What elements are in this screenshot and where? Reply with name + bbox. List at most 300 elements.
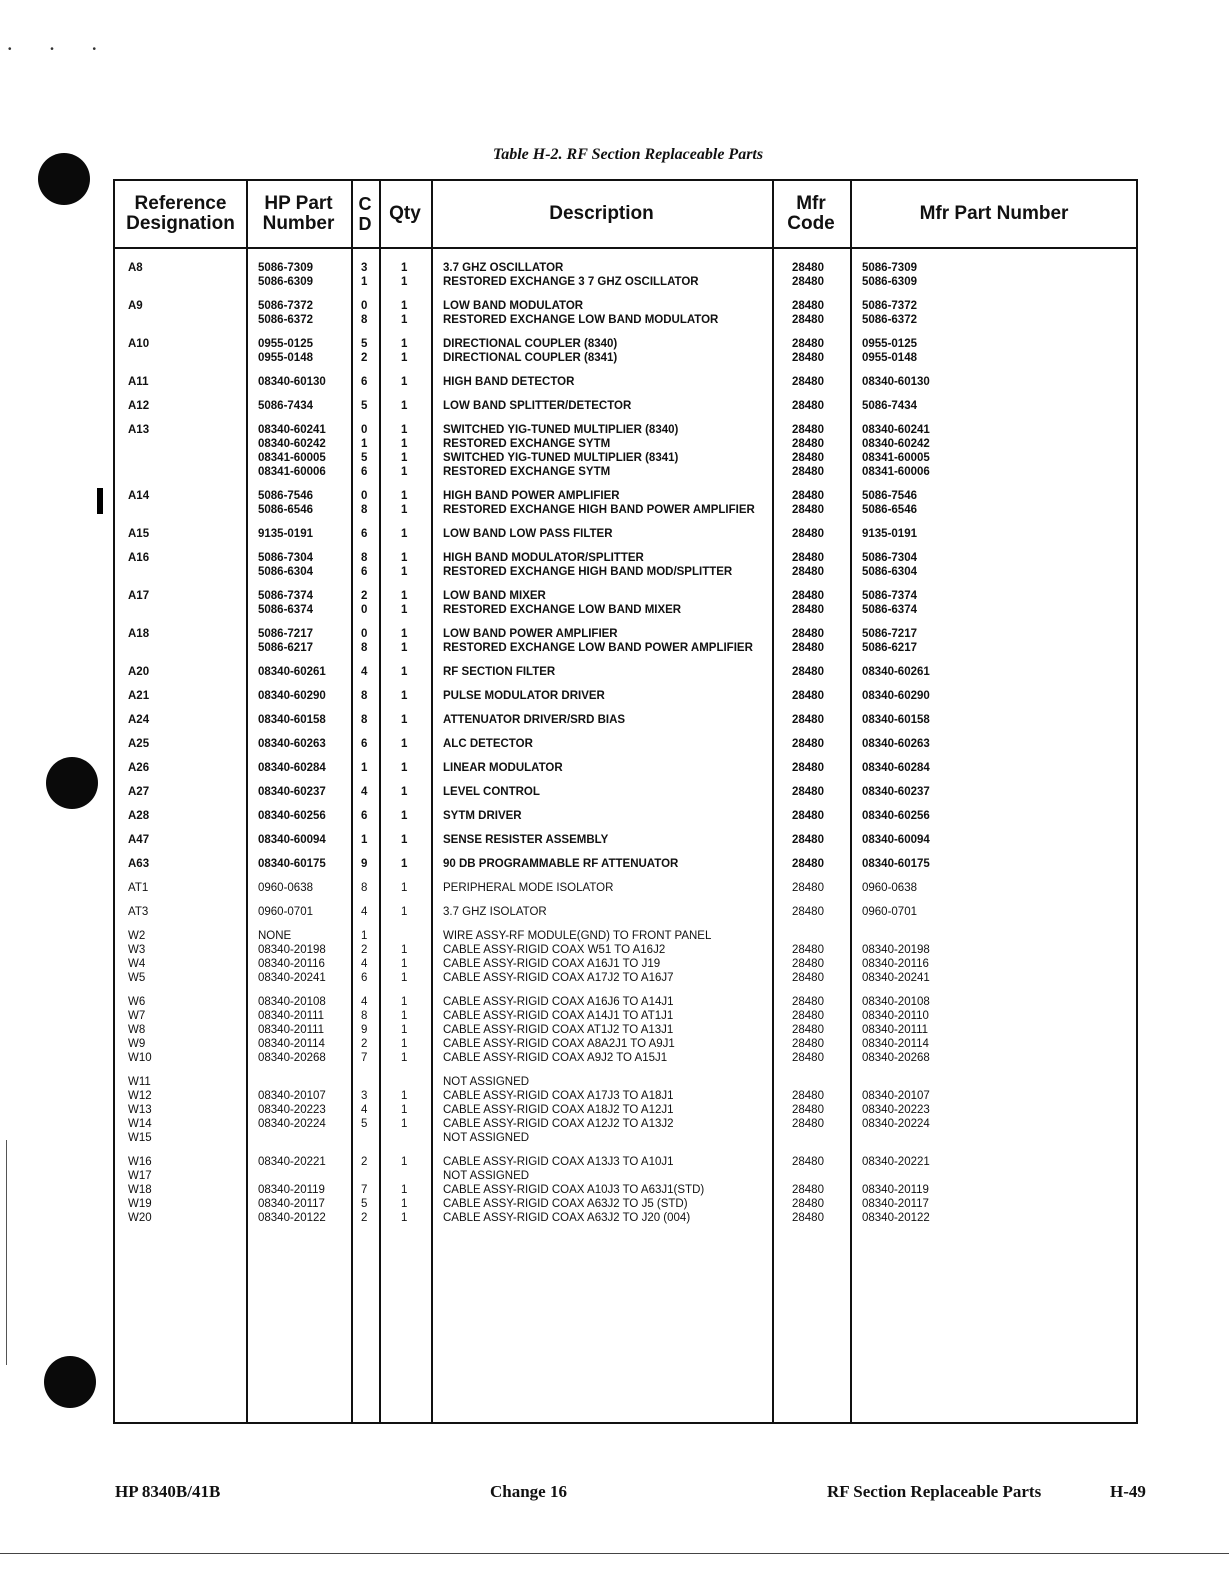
mfr-code-cell: 28480	[792, 1052, 824, 1064]
check-digit-cell: 6	[361, 810, 368, 822]
description-cell: CABLE ASSY-RIGID COAX AT1J2 TO A13J1	[443, 1024, 674, 1036]
reference-designation-cell: A63	[128, 858, 150, 870]
table-row	[115, 713, 1136, 727]
mfr-part-number-cell: 08340-60175	[862, 858, 930, 870]
description-cell: CABLE ASSY-RIGID COAX A17J2 TO A16J7	[443, 972, 674, 984]
check-digit-cell: 2	[361, 590, 368, 602]
mfr-part-number-cell: 5086-7217	[862, 628, 917, 640]
hp-part-number-cell: 0955-0125	[258, 338, 313, 350]
description-cell: LOW BAND MODULATOR	[443, 300, 584, 312]
table-row	[115, 857, 1136, 871]
mfr-code-cell: 28480	[792, 1156, 824, 1168]
table-row	[115, 1211, 1136, 1225]
parts-group	[115, 627, 1136, 655]
mfr-part-number-cell: 5086-7304	[862, 552, 917, 564]
mfr-part-number-cell: 5086-7546	[862, 490, 917, 502]
hp-part-number-cell: 5086-6309	[258, 276, 313, 288]
mfr-code-cell: 28480	[792, 786, 824, 798]
description-cell: CABLE ASSY-RIGID COAX A8A2J1 TO A9J1	[443, 1038, 675, 1050]
table-title: Table H-2. RF Section Replaceable Parts	[492, 146, 764, 163]
hp-part-number-cell: 08340-60241	[258, 424, 326, 436]
description-cell: CABLE ASSY-RIGID COAX A10J3 TO A63J1(STD)	[443, 1184, 705, 1196]
mfr-code-cell: 28480	[792, 944, 824, 956]
mfr-part-number-cell: 08340-20119	[862, 1184, 929, 1196]
description-cell: 3.7 GHZ OSCILLATOR	[443, 262, 564, 274]
mfr-part-number-cell: 5086-6546	[862, 504, 917, 516]
hp-part-number-cell: 08340-20111	[258, 1024, 325, 1036]
quantity-cell: 1	[401, 1212, 408, 1224]
reference-designation-cell: W15	[128, 1132, 152, 1144]
quantity-cell: 1	[401, 944, 408, 956]
mfr-code-cell: 28480	[792, 452, 824, 464]
description-cell: PULSE MODULATOR DRIVER	[443, 690, 605, 702]
check-digit-cell: 6	[361, 566, 368, 578]
hp-part-number-cell: 0960-0701	[258, 906, 313, 918]
description-cell: SENSE RESISTER ASSEMBLY	[443, 834, 609, 846]
check-digit-cell: 2	[361, 1212, 368, 1224]
table-row	[115, 437, 1136, 451]
check-digit-cell: 5	[361, 452, 368, 464]
change-bar	[97, 488, 103, 514]
check-digit-cell: 0	[361, 424, 368, 436]
hp-part-number-cell: 5086-7217	[258, 628, 313, 640]
mfr-code-cell: 28480	[792, 590, 824, 602]
reference-designation-cell: W4	[128, 958, 146, 970]
quantity-cell: 1	[401, 352, 408, 364]
hp-part-number-cell: 08340-20122	[258, 1212, 326, 1224]
hp-part-number-cell: 08340-20268	[258, 1052, 326, 1064]
mfr-code-cell: 28480	[792, 566, 824, 578]
mfr-part-number-cell: 0955-0125	[862, 338, 917, 350]
hp-part-number-cell: 08340-20108	[258, 996, 326, 1008]
mfr-code-cell: 28480	[792, 1024, 824, 1036]
description-cell: CABLE ASSY-RIGID COAX A16J1 TO J19	[443, 958, 661, 970]
quantity-cell: 1	[401, 690, 408, 702]
parts-group	[115, 551, 1136, 579]
binder-hole-bottom	[44, 1356, 96, 1408]
reference-designation-cell: A20	[128, 666, 150, 678]
check-digit-cell: 8	[361, 882, 368, 894]
check-digit-cell: 4	[361, 958, 368, 970]
description-cell: RESTORED EXCHANGE LOW BAND MIXER	[443, 604, 682, 616]
quantity-cell: 1	[401, 376, 408, 388]
quantity-cell: 1	[401, 552, 408, 564]
mfr-code-cell: 28480	[792, 276, 824, 288]
mfr-part-number-cell: 08340-20116	[862, 958, 929, 970]
check-digit-cell: 1	[361, 276, 368, 288]
table-row	[115, 451, 1136, 465]
check-digit-cell: 4	[361, 786, 368, 798]
description-cell: RESTORED EXCHANGE SYTM	[443, 466, 611, 478]
check-digit-cell: 2	[361, 944, 368, 956]
footer-page-number: H-49	[1110, 1482, 1146, 1501]
mfr-code-cell: 28480	[792, 642, 824, 654]
description-cell: LEVEL CONTROL	[443, 786, 540, 798]
parts-group	[115, 423, 1136, 479]
quantity-cell: 1	[401, 762, 408, 774]
check-digit-cell: 1	[361, 834, 368, 846]
mfr-part-number-cell: 08340-20111	[862, 1024, 929, 1036]
table-row	[115, 1169, 1136, 1183]
description-cell: 90 DB PROGRAMMABLE RF ATTENUATOR	[443, 858, 679, 870]
check-digit-cell: 4	[361, 1104, 368, 1116]
check-digit-cell: 7	[361, 1184, 368, 1196]
description-cell: NOT ASSIGNED	[443, 1132, 530, 1144]
quantity-cell: 1	[401, 300, 408, 312]
quantity-cell: 1	[401, 786, 408, 798]
description-cell: HIGH BAND POWER AMPLIFIER	[443, 490, 620, 502]
reference-designation-cell: A27	[128, 786, 150, 798]
description-cell: CABLE ASSY-RIGID COAX A18J2 TO A12J1	[443, 1104, 674, 1116]
table-row	[115, 423, 1136, 437]
reference-designation-cell: W11	[128, 1076, 151, 1088]
parts-group	[115, 337, 1136, 365]
table-row	[115, 995, 1136, 1009]
quantity-cell: 1	[401, 1010, 408, 1022]
quantity-cell: 1	[401, 834, 408, 846]
check-digit-cell: 8	[361, 504, 368, 516]
description-cell: LOW BAND LOW PASS FILTER	[443, 528, 613, 540]
quantity-cell: 1	[401, 882, 408, 894]
description-cell: CABLE ASSY-RIGID COAX A63J2 TO J5 (STD)	[443, 1198, 688, 1210]
table-row	[115, 833, 1136, 847]
hp-part-number-cell: 5086-6217	[258, 642, 313, 654]
description-cell: NOT ASSIGNED	[443, 1170, 530, 1182]
hp-part-number-cell: 5086-7374	[258, 590, 313, 602]
quantity-cell: 1	[401, 504, 408, 516]
mfr-code-cell: 28480	[792, 810, 824, 822]
description-cell: DIRECTIONAL COUPLER (8341)	[443, 352, 618, 364]
quantity-cell: 1	[401, 1052, 408, 1064]
quantity-cell: 1	[401, 1038, 408, 1050]
hp-part-number-cell: 08340-20198	[258, 944, 326, 956]
reference-designation-cell: W2	[128, 930, 146, 942]
description-cell: LINEAR MODULATOR	[443, 762, 563, 774]
mfr-code-cell: 28480	[792, 906, 824, 918]
table-row	[115, 1037, 1136, 1051]
description-cell: 3.7 GHZ ISOLATOR	[443, 906, 547, 918]
table-row	[115, 299, 1136, 313]
description-cell: SWITCHED YIG-TUNED MULTIPLIER (8341)	[443, 452, 679, 464]
mfr-code-cell: 28480	[792, 996, 824, 1008]
mfr-code-cell: 28480	[792, 666, 824, 678]
check-digit-cell: 5	[361, 1118, 368, 1130]
mfr-part-number-cell: 5086-7434	[862, 400, 917, 412]
check-digit-cell: 0	[361, 628, 368, 640]
hp-part-number-cell: 08340-60237	[258, 786, 326, 798]
description-cell: RESTORED EXCHANGE HIGH BAND MOD/SPLITTER	[443, 566, 733, 578]
table-row	[115, 275, 1136, 289]
table-row	[115, 881, 1136, 895]
check-digit-cell: 3	[361, 1090, 368, 1102]
table-row	[115, 1009, 1136, 1023]
mfr-part-number-cell: 5086-6374	[862, 604, 917, 616]
table-row	[115, 527, 1136, 541]
description-cell: RESTORED EXCHANGE HIGH BAND POWER AMPLIFIER	[443, 504, 755, 516]
check-digit-cell: 3	[361, 262, 368, 274]
quantity-cell: 1	[401, 452, 408, 464]
quantity-cell: 1	[401, 590, 408, 602]
quantity-cell: 1	[401, 996, 408, 1008]
table-row	[115, 1155, 1136, 1169]
mfr-part-number-cell: 08340-20241	[862, 972, 930, 984]
check-digit-cell: 5	[361, 1198, 368, 1210]
footer-change: Change 16	[490, 1482, 567, 1501]
mfr-part-number-cell: 08340-20107	[862, 1090, 930, 1102]
quantity-cell: 1	[401, 490, 408, 502]
mfr-part-number-cell: 5086-6309	[862, 276, 917, 288]
hp-part-number-cell: 5086-6546	[258, 504, 313, 516]
description-cell: CABLE ASSY-RIGID COAX W51 TO A16J2	[443, 944, 666, 956]
hp-part-number-cell: 08340-20107	[258, 1090, 326, 1102]
check-digit-cell: 0	[361, 604, 368, 616]
hp-part-number-cell: 08340-20119	[258, 1184, 325, 1196]
mfr-code-cell: 28480	[792, 424, 824, 436]
check-digit-cell: 2	[361, 1156, 368, 1168]
mfr-part-number-cell: 0960-0701	[862, 906, 917, 918]
mfr-code-cell: 28480	[792, 1090, 824, 1102]
quantity-cell: 1	[401, 528, 408, 540]
parts-group	[115, 527, 1136, 541]
mfr-code-cell: 28480	[792, 1104, 824, 1116]
mfr-code-cell: 28480	[792, 466, 824, 478]
mfr-code-cell: 28480	[792, 376, 824, 388]
reference-designation-cell: W6	[128, 996, 146, 1008]
mfr-part-number-cell: 5086-7372	[862, 300, 917, 312]
table-row	[115, 261, 1136, 275]
parts-group	[115, 689, 1136, 703]
mfr-part-number-cell: 08340-20117	[862, 1198, 929, 1210]
hp-part-number-cell: 5086-6372	[258, 314, 313, 326]
description-cell: CABLE ASSY-RIGID COAX A12J2 TO A13J2	[443, 1118, 674, 1130]
description-cell: HIGH BAND DETECTOR	[443, 376, 575, 388]
quantity-cell: 1	[401, 906, 408, 918]
reference-designation-cell: W10	[128, 1052, 152, 1064]
quantity-cell: 1	[401, 400, 408, 412]
reference-designation-cell: W20	[128, 1212, 152, 1224]
mfr-part-number-cell: 5086-6217	[862, 642, 917, 654]
check-digit-cell: 4	[361, 996, 368, 1008]
table-row	[115, 565, 1136, 579]
check-digit-cell: 0	[361, 300, 368, 312]
hp-part-number-cell: 08340-20114	[258, 1038, 325, 1050]
check-digit-cell: 8	[361, 552, 368, 564]
table-row	[115, 1117, 1136, 1131]
reference-designation-cell: A24	[128, 714, 150, 726]
check-digit-cell: 4	[361, 666, 368, 678]
mfr-part-number-cell: 0955-0148	[862, 352, 917, 364]
quantity-cell: 1	[401, 276, 408, 288]
mfr-part-number-cell: 08340-60237	[862, 786, 930, 798]
description-cell: DIRECTIONAL COUPLER (8340)	[443, 338, 618, 350]
mfr-part-number-cell: 9135-0191	[862, 528, 917, 540]
quantity-cell: 1	[401, 1024, 408, 1036]
parts-group	[115, 995, 1136, 1065]
reference-designation-cell: W8	[128, 1024, 146, 1036]
mfr-code-cell: 28480	[792, 738, 824, 750]
hp-part-number-cell: NONE	[258, 930, 292, 942]
check-digit-cell: 8	[361, 690, 368, 702]
check-digit-cell: 6	[361, 466, 368, 478]
mfr-code-cell: 28480	[792, 1212, 824, 1224]
bottom-rule	[0, 1553, 1229, 1554]
parts-group	[115, 713, 1136, 727]
header-cd: C D	[358, 194, 372, 234]
reference-designation-cell: A47	[128, 834, 150, 846]
mfr-part-number-cell: 08340-60130	[862, 376, 930, 388]
check-digit-cell: 0	[361, 490, 368, 502]
mfr-part-number-cell: 08340-20224	[862, 1118, 930, 1130]
header-reference-designation: Reference Designation	[126, 193, 235, 234]
parts-group	[115, 809, 1136, 823]
mfr-code-cell: 28480	[792, 1118, 824, 1130]
reference-designation-cell: A15	[128, 528, 150, 540]
table-row	[115, 313, 1136, 327]
mfr-part-number-cell: 08340-60290	[862, 690, 930, 702]
reference-designation-cell: A8	[128, 262, 143, 274]
parts-group	[115, 665, 1136, 679]
hp-part-number-cell: 08340-60130	[258, 376, 326, 388]
hp-part-number-cell: 08340-20221	[258, 1156, 326, 1168]
check-digit-cell: 2	[361, 352, 368, 364]
parts-group	[115, 489, 1136, 517]
table-row	[115, 809, 1136, 823]
mfr-code-cell: 28480	[792, 762, 824, 774]
check-digit-cell: 6	[361, 972, 368, 984]
parts-group	[115, 1155, 1136, 1225]
mfr-code-cell: 28480	[792, 628, 824, 640]
parts-group	[115, 399, 1136, 413]
description-cell: HIGH BAND MODULATOR/SPLITTER	[443, 552, 644, 564]
mfr-part-number-cell: 08340-60241	[862, 424, 930, 436]
mfr-part-number-cell: 08340-20108	[862, 996, 930, 1008]
description-cell: ATTENUATOR DRIVER/SRD BIAS	[443, 714, 626, 726]
hp-part-number-cell: 08340-60290	[258, 690, 326, 702]
parts-group	[115, 857, 1136, 871]
table-row	[115, 489, 1136, 503]
table-row	[115, 1089, 1136, 1103]
quantity-cell: 1	[401, 1184, 408, 1196]
mfr-part-number-cell: 5086-6304	[862, 566, 917, 578]
parts-group	[115, 299, 1136, 327]
mfr-part-number-cell: 5086-7374	[862, 590, 917, 602]
reference-designation-cell: W5	[128, 972, 146, 984]
table-row	[115, 785, 1136, 799]
table-row	[115, 689, 1136, 703]
description-cell: ALC DETECTOR	[443, 738, 533, 750]
table-row	[115, 737, 1136, 751]
check-digit-cell: 8	[361, 1010, 368, 1022]
check-digit-cell: 4	[361, 906, 368, 918]
quantity-cell: 1	[401, 972, 408, 984]
quantity-cell: 1	[401, 424, 408, 436]
mfr-code-cell: 28480	[792, 314, 824, 326]
mfr-code-cell: 28480	[792, 958, 824, 970]
hp-part-number-cell: 5086-7309	[258, 262, 313, 274]
table-row	[115, 905, 1136, 919]
table-row	[115, 551, 1136, 565]
mfr-code-cell: 28480	[792, 490, 824, 502]
mfr-part-number-cell: 08340-20221	[862, 1156, 930, 1168]
check-digit-cell: 1	[361, 930, 368, 942]
check-digit-cell: 8	[361, 642, 368, 654]
check-digit-cell: 6	[361, 528, 368, 540]
mfr-code-cell: 28480	[792, 352, 824, 364]
mfr-part-number-cell: 08340-60158	[862, 714, 930, 726]
check-digit-cell: 6	[361, 376, 368, 388]
table-row	[115, 1075, 1136, 1089]
description-cell: SWITCHED YIG-TUNED MULTIPLIER (8340)	[443, 424, 679, 436]
table-row	[115, 943, 1136, 957]
table-row	[115, 337, 1136, 351]
hp-part-number-cell: 5086-6304	[258, 566, 313, 578]
check-digit-cell: 9	[361, 1024, 368, 1036]
header-mfr-code: Mfr Code	[787, 193, 835, 234]
quantity-cell: 1	[401, 958, 408, 970]
mfr-code-cell: 28480	[792, 528, 824, 540]
hp-part-number-cell: 0955-0148	[258, 352, 313, 364]
table-row	[115, 603, 1136, 617]
table-row	[115, 503, 1136, 517]
table-row	[115, 665, 1136, 679]
check-digit-cell: 8	[361, 314, 368, 326]
hp-part-number-cell: 5086-6374	[258, 604, 313, 616]
description-cell: CABLE ASSY-RIGID COAX A9J2 TO A15J1	[443, 1052, 668, 1064]
mfr-part-number-cell: 08340-60284	[862, 762, 930, 774]
hp-part-number-cell: 08340-60284	[258, 762, 326, 774]
quantity-cell: 1	[401, 666, 408, 678]
parts-group	[115, 761, 1136, 775]
hp-part-number-cell: 08340-60261	[258, 666, 326, 678]
reference-designation-cell: W16	[128, 1156, 152, 1168]
mfr-code-cell: 28480	[792, 1010, 824, 1022]
table-row	[115, 465, 1136, 479]
table-row	[115, 1183, 1136, 1197]
quantity-cell: 1	[401, 642, 408, 654]
reference-designation-cell: A21	[128, 690, 150, 702]
check-digit-cell: 8	[361, 714, 368, 726]
mfr-code-cell: 28480	[792, 400, 824, 412]
header-mfr-part-number: Mfr Part Number	[919, 203, 1069, 224]
quantity-cell: 1	[401, 566, 408, 578]
quantity-cell: 1	[401, 314, 408, 326]
mfr-code-cell: 28480	[792, 858, 824, 870]
mfr-part-number-cell: 08340-60242	[862, 438, 930, 450]
parts-group	[115, 737, 1136, 751]
table-row	[115, 761, 1136, 775]
mfr-code-cell: 28480	[792, 438, 824, 450]
parts-group	[115, 881, 1136, 895]
hp-part-number-cell: 08340-20223	[258, 1104, 326, 1116]
reference-designation-cell: W3	[128, 944, 146, 956]
hp-part-number-cell: 08340-60158	[258, 714, 326, 726]
table-row	[115, 1051, 1136, 1065]
hp-part-number-cell: 9135-0191	[258, 528, 313, 540]
quantity-cell: 1	[401, 438, 408, 450]
mfr-part-number-cell: 5086-7309	[862, 262, 917, 274]
margin-line	[6, 1140, 7, 1365]
header-qty: Qty	[389, 203, 421, 224]
mfr-part-number-cell: 08340-20110	[862, 1010, 929, 1022]
description-cell: RESTORED EXCHANGE SYTM	[443, 438, 611, 450]
description-cell: LOW BAND POWER AMPLIFIER	[443, 628, 618, 640]
check-digit-cell: 1	[361, 438, 368, 450]
hp-part-number-cell: 08340-20224	[258, 1118, 326, 1130]
table-row	[115, 641, 1136, 655]
description-cell: NOT ASSIGNED	[443, 1076, 530, 1088]
hp-part-number-cell: 08340-60256	[258, 810, 326, 822]
reference-designation-cell: A9	[128, 300, 143, 312]
